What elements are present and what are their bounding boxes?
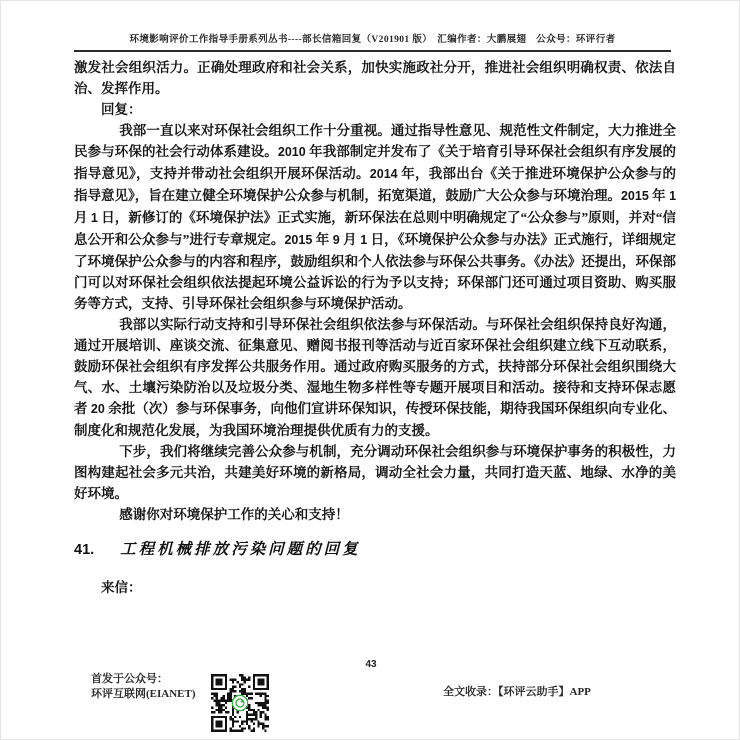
paragraph: 我部以实际行动支持和引导环保社会组织依法参与环保活动。与环保社会组织保持良好沟通，通过开展培训、座谈交流、征集意见、赠阅书报刊等活动与近百家环保社会组织建立线下互动联系，鼓励环保社会组织有序发挥公共服务作用。通过政府购买服务的方式，扶持部分环保社会组织围绕大气、水、土壤污染防治以及垃圾分类、湿地生物多样性等专题开展项目和活动。接待和支持环保志愿者 20 余批（次）参与环保事务，向他们宣讲环保知识，传授环保技能，期待我国环保组织向专业化、制度化和规范化发展，为我国环境治理提供优质有力的支援。 [74, 317, 677, 438]
body-paragraphs [74, 57, 676, 525]
paragraph: 回复： [101, 102, 142, 117]
footer-collection [443, 683, 591, 699]
qr-code-icon [211, 674, 269, 732]
paragraph: 下步，我们将继续完善公众参与机制，充分调动环保社会组织参与环境保护事务的积极性，力图构建起社会多元共治，共建美好环境的新格局，调动全社会力量，共同打造天蓝、地绿、水净的美好环境。 [74, 444, 676, 501]
page-number: 43 [365, 659, 377, 670]
paragraph: 激发社会组织活力。正确处理政府和社会关系，加快实施政社分开，推进社会组织明确权责、依法自治、发挥作用。 [74, 60, 676, 96]
section-heading [74, 538, 676, 561]
page-header-title: 环境影响评价工作指导手册系列丛书----部长信箱回复（V201901 版） 汇编作者：大鹏展翅 公众号：环评行者 [74, 31, 671, 52]
section-number: 41. [74, 542, 95, 558]
footer-publisher [91, 672, 196, 701]
section-title: 工程机械排放污染问题的回复 [120, 541, 361, 558]
collection-app-name: 【环评云助手】APP [498, 686, 591, 698]
letter-label: 来信： [101, 580, 142, 595]
document-body [74, 57, 676, 598]
publisher-line1: 首发于公众号： [91, 673, 168, 685]
paragraph: 我部一直以来对环保社会组织工作十分重视。通过指导性意见、规范性文件制定，大力推进全民参与环保的社会行动体系建设。2010 年我部制定并发布了《关于培育引导环保社会组织有序发展的指导意见》，支持并带动社会组织开展环保活动。2014 年，我部出台《关于推进环境保护公众参与的指导意见》，旨在建立健全环境保护公众参与机制，拓宽渠道，鼓励广大公众参与环境治理。2015 年 1 月 1 日，新修订的《环境保护法》正式实施，新环保法在总则中明确规定了“公众参与”原则，并对“信息公开和公众参与”进行专章规定。2015 年 9 月 1 日，《环境保护公众参与办法》正式施行，详细规定了环境保护公众参与的内容和程序，鼓励组织和个人依法参与环保公共事务。《办法》还提出，环保部门可以对环保社会组织依法提起环境公益诉讼的行为予以支持；环保部门还可通过项目资助、购买服务等方式，支持、引导环保社会组织参与环境保护活动。 [74, 123, 677, 311]
paragraph: 感谢你对环境保护工作的关心和支持！ [119, 507, 349, 522]
publisher-line2: 环评互联网(EIANET) [91, 687, 196, 700]
collection-prefix: 全文收录： [443, 686, 498, 698]
